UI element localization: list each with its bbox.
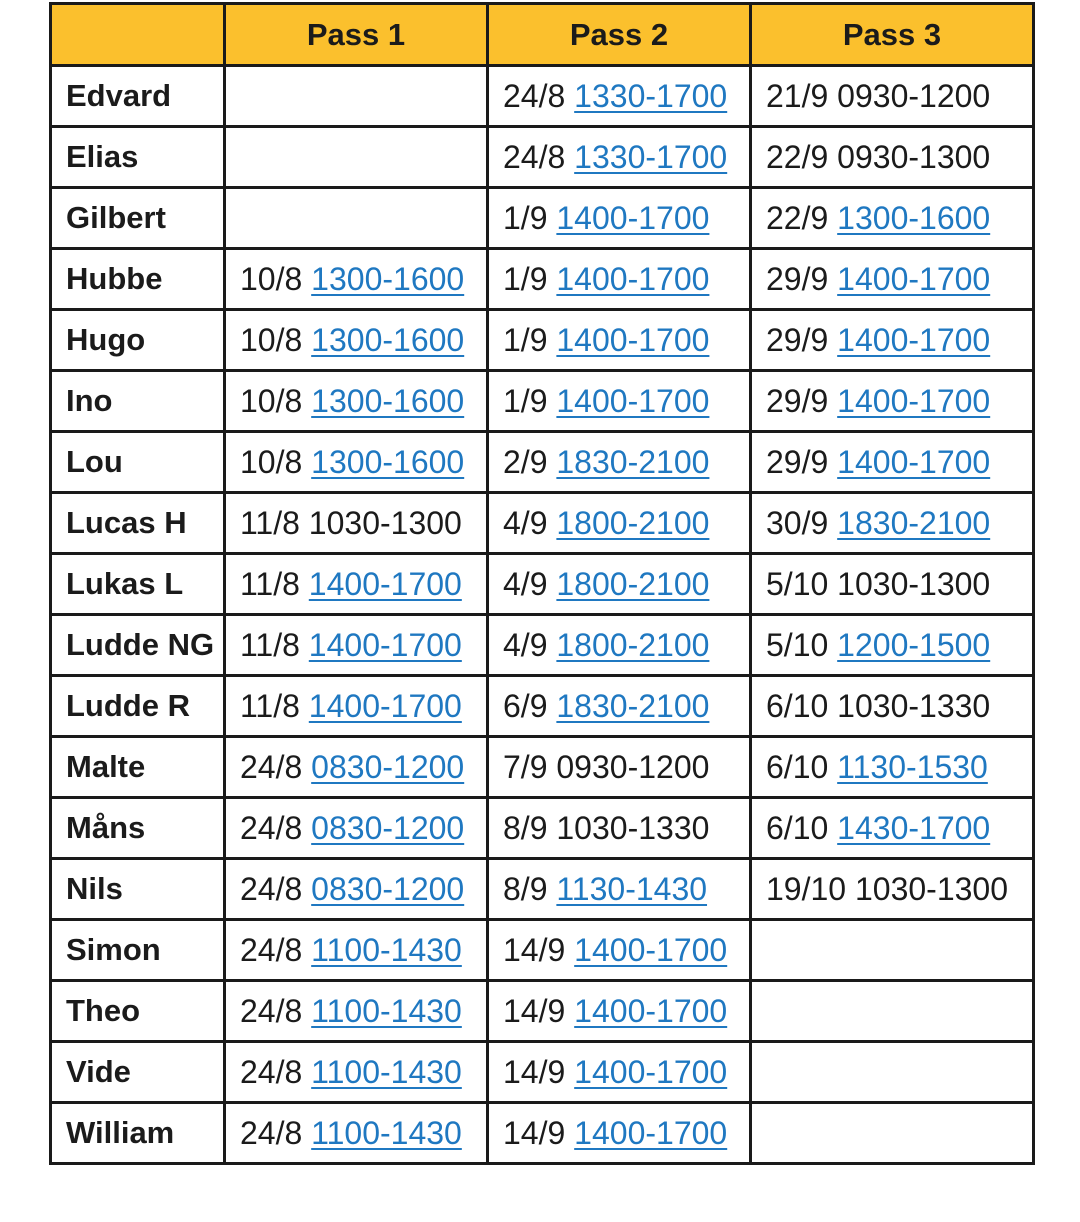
slot-date: 24/8 (240, 1114, 303, 1151)
pass-1-cell (225, 66, 488, 127)
schedule-table (49, 2, 1035, 1165)
slot-time-link[interactable]: 1800-2100 (556, 565, 710, 602)
participant-name: Lukas L (51, 554, 225, 615)
pass-1-cell (225, 615, 488, 676)
participant-name: Malte (51, 737, 225, 798)
slot-time-link[interactable]: 1100-1430 (311, 931, 462, 968)
table-row (51, 432, 1034, 493)
slot-time-link[interactable]: 1430-1700 (837, 809, 991, 846)
slot-date: 8/9 (503, 870, 548, 907)
table-row (51, 310, 1034, 371)
slot-time-link[interactable]: 1400-1700 (837, 382, 991, 419)
slot-date: 24/8 (503, 138, 566, 175)
slot-date: 24/8 (240, 748, 303, 785)
slot-time-link[interactable]: 1330-1700 (574, 77, 728, 114)
slot-time-link[interactable]: 1400-1700 (574, 1053, 728, 1090)
table-row (51, 676, 1034, 737)
slot-time-link[interactable]: 1300-1600 (311, 260, 465, 297)
pass-2-cell (488, 1103, 751, 1164)
pass-1-cell (225, 920, 488, 981)
pass-3-cell (751, 1103, 1034, 1164)
table-body (51, 66, 1034, 1164)
slot-date: 24/8 (240, 870, 303, 907)
pass-2-cell (488, 920, 751, 981)
header-pass-2: Pass 2 (488, 4, 751, 66)
slot-date: 24/8 (240, 992, 303, 1029)
pass-3-cell (751, 432, 1034, 493)
participant-name: Gilbert (51, 188, 225, 249)
pass-2-cell (488, 66, 751, 127)
pass-1-cell (225, 493, 488, 554)
slot-date: 1/9 (503, 199, 548, 236)
slot-time-link[interactable]: 1300-1600 (311, 321, 465, 358)
slot-date: 6/10 (766, 809, 829, 846)
slot-date: 6/10 (766, 687, 829, 724)
slot-date: 11/8 (240, 504, 300, 541)
participant-name: Vide (51, 1042, 225, 1103)
slot-time-link[interactable]: 1300-1600 (311, 382, 465, 419)
table-row (51, 493, 1034, 554)
slot-time-link[interactable]: 1830-2100 (837, 504, 991, 541)
slot-date: 22/9 (766, 199, 829, 236)
slot-time-link[interactable]: 0830-1200 (311, 870, 465, 907)
table-header (51, 4, 1034, 66)
table-row (51, 798, 1034, 859)
pass-3-cell (751, 798, 1034, 859)
slot-time-link[interactable]: 1400-1700 (837, 260, 991, 297)
slot-date: 14/9 (503, 931, 566, 968)
table-row (51, 859, 1034, 920)
slot-time-link[interactable]: 1100-1430 (311, 1114, 462, 1151)
slot-time-link[interactable]: 1400-1700 (556, 260, 710, 297)
slot-date: 11/8 (240, 626, 300, 663)
pass-3-cell (751, 493, 1034, 554)
participant-name: Theo (51, 981, 225, 1042)
participant-name: Måns (51, 798, 225, 859)
slot-time-link[interactable]: 1130-1530 (837, 748, 988, 785)
slot-date: 10/8 (240, 382, 303, 419)
table-row (51, 66, 1034, 127)
pass-1-cell (225, 798, 488, 859)
slot-date: 10/8 (240, 321, 303, 358)
slot-time-link[interactable]: 1830-2100 (556, 687, 710, 724)
pass-2-cell (488, 249, 751, 310)
pass-1-cell (225, 859, 488, 920)
slot-time-link[interactable]: 1100-1430 (311, 1053, 462, 1090)
pass-2-cell (488, 798, 751, 859)
slot-time-link[interactable]: 1200-1500 (837, 626, 991, 663)
pass-3-cell (751, 188, 1034, 249)
slot-time-link[interactable]: 1300-1600 (837, 199, 991, 236)
pass-2-cell (488, 432, 751, 493)
table-row (51, 1042, 1034, 1103)
slot-time: 1030-1330 (556, 809, 710, 846)
slot-time: 0930-1200 (837, 77, 991, 114)
pass-3-cell (751, 127, 1034, 188)
slot-date: 21/9 (766, 77, 829, 114)
table-row (51, 554, 1034, 615)
pass-1-cell (225, 1042, 488, 1103)
pass-2-cell (488, 493, 751, 554)
pass-2-cell (488, 554, 751, 615)
pass-1-cell (225, 432, 488, 493)
participant-name: Hubbe (51, 249, 225, 310)
slot-date: 14/9 (503, 992, 566, 1029)
pass-2-cell (488, 737, 751, 798)
pass-3-cell (751, 676, 1034, 737)
slot-date: 1/9 (503, 260, 548, 297)
pass-1-cell (225, 981, 488, 1042)
participant-name: Elias (51, 127, 225, 188)
pass-3-cell (751, 737, 1034, 798)
slot-date: 5/10 (766, 626, 829, 663)
slot-date: 29/9 (766, 321, 829, 358)
participant-name: Ludde NG (51, 615, 225, 676)
slot-date: 24/8 (240, 931, 303, 968)
pass-3-cell (751, 371, 1034, 432)
pass-2-cell (488, 188, 751, 249)
pass-3-cell (751, 920, 1034, 981)
participant-name: Nils (51, 859, 225, 920)
participant-name: Simon (51, 920, 225, 981)
slot-time: 0930-1200 (556, 748, 710, 785)
table-row (51, 737, 1034, 798)
slot-time-link[interactable]: 0830-1200 (311, 748, 465, 785)
header-name-col (51, 4, 225, 66)
slot-time-link[interactable]: 1400-1700 (556, 199, 710, 236)
slot-time-link[interactable]: 1400-1700 (574, 1114, 728, 1151)
slot-date: 4/9 (503, 504, 548, 541)
slot-date: 8/9 (503, 809, 548, 846)
slot-date: 10/8 (240, 443, 303, 480)
pass-3-cell (751, 859, 1034, 920)
pass-1-cell (225, 127, 488, 188)
slot-date: 30/9 (766, 504, 829, 541)
pass-3-cell (751, 66, 1034, 127)
slot-date: 14/9 (503, 1053, 566, 1090)
participant-name: Ludde R (51, 676, 225, 737)
pass-2-cell (488, 1042, 751, 1103)
pass-3-cell (751, 981, 1034, 1042)
participant-name: Edvard (51, 66, 225, 127)
slot-date: 4/9 (503, 626, 548, 663)
slot-date: 24/8 (240, 1053, 303, 1090)
pass-3-cell (751, 615, 1034, 676)
pass-3-cell (751, 1042, 1034, 1103)
slot-date: 24/8 (503, 77, 566, 114)
slot-time-link[interactable]: 1400-1700 (837, 321, 991, 358)
slot-time-link[interactable]: 1400-1700 (556, 382, 710, 419)
slot-time-link[interactable]: 1830-2100 (556, 443, 710, 480)
slot-date: 1/9 (503, 321, 548, 358)
table-row (51, 981, 1034, 1042)
table-row (51, 127, 1034, 188)
slot-date: 6/10 (766, 748, 829, 785)
slot-date: 2/9 (503, 443, 548, 480)
slot-time-link[interactable]: 1400-1700 (308, 565, 462, 602)
participant-name: Ino (51, 371, 225, 432)
header-pass-1: Pass 1 (225, 4, 488, 66)
slot-date: 5/10 (766, 565, 829, 602)
header-pass-3: Pass 3 (751, 4, 1034, 66)
slot-date: 14/9 (503, 1114, 566, 1151)
pass-3-cell (751, 310, 1034, 371)
slot-date: 10/8 (240, 260, 303, 297)
pass-2-cell (488, 676, 751, 737)
pass-2-cell (488, 371, 751, 432)
slot-date: 19/10 (766, 870, 847, 907)
table-row (51, 615, 1034, 676)
participant-name: Lucas H (51, 493, 225, 554)
slot-date: 4/9 (503, 565, 548, 602)
slot-time-link[interactable]: 1130-1430 (556, 870, 708, 907)
pass-1-cell (225, 188, 488, 249)
table-row (51, 188, 1034, 249)
table-row (51, 249, 1034, 310)
pass-2-cell (488, 981, 751, 1042)
slot-date: 11/8 (240, 565, 300, 602)
slot-time-link[interactable]: 0830-1200 (311, 809, 465, 846)
slot-date: 29/9 (766, 260, 829, 297)
pass-1-cell (225, 676, 488, 737)
slot-date: 29/9 (766, 382, 829, 419)
pass-1-cell (225, 1103, 488, 1164)
slot-time: 1030-1300 (837, 565, 991, 602)
slot-date: 7/9 (503, 748, 548, 785)
slot-date: 6/9 (503, 687, 548, 724)
slot-time-link[interactable]: 1400-1700 (837, 443, 991, 480)
slot-date: 24/8 (240, 809, 303, 846)
slot-time: 0930-1300 (837, 138, 991, 175)
slot-time-link[interactable]: 1800-2100 (556, 504, 710, 541)
slot-time-link[interactable]: 1300-1600 (311, 443, 465, 480)
pass-2-cell (488, 127, 751, 188)
slot-time-link[interactable]: 1400-1700 (308, 626, 462, 663)
pass-1-cell (225, 371, 488, 432)
slot-date: 1/9 (503, 382, 548, 419)
table-row (51, 920, 1034, 981)
pass-1-cell (225, 310, 488, 371)
slot-time-link[interactable]: 1400-1700 (574, 931, 728, 968)
slot-date: 22/9 (766, 138, 829, 175)
slot-date: 29/9 (766, 443, 829, 480)
slot-time-link[interactable]: 1330-1700 (574, 138, 728, 175)
participant-name: William (51, 1103, 225, 1164)
pass-2-cell (488, 615, 751, 676)
slot-time-link[interactable]: 1400-1700 (574, 992, 728, 1029)
slot-time-link[interactable]: 1400-1700 (556, 321, 710, 358)
slot-time: 1030-1300 (854, 870, 1008, 907)
table-row (51, 371, 1034, 432)
slot-time: 1030-1330 (837, 687, 991, 724)
pass-1-cell (225, 249, 488, 310)
pass-1-cell (225, 554, 488, 615)
slot-time-link[interactable]: 1400-1700 (308, 687, 462, 724)
pass-3-cell (751, 249, 1034, 310)
header-row (51, 4, 1034, 66)
slot-time-link[interactable]: 1800-2100 (556, 626, 710, 663)
pass-1-cell (225, 737, 488, 798)
pass-3-cell (751, 554, 1034, 615)
participant-name: Lou (51, 432, 225, 493)
pass-2-cell (488, 310, 751, 371)
table-row (51, 1103, 1034, 1164)
slot-date: 11/8 (240, 687, 300, 724)
slot-time-link[interactable]: 1100-1430 (311, 992, 462, 1029)
participant-name: Hugo (51, 310, 225, 371)
slot-time: 1030-1300 (308, 504, 462, 541)
pass-2-cell (488, 859, 751, 920)
